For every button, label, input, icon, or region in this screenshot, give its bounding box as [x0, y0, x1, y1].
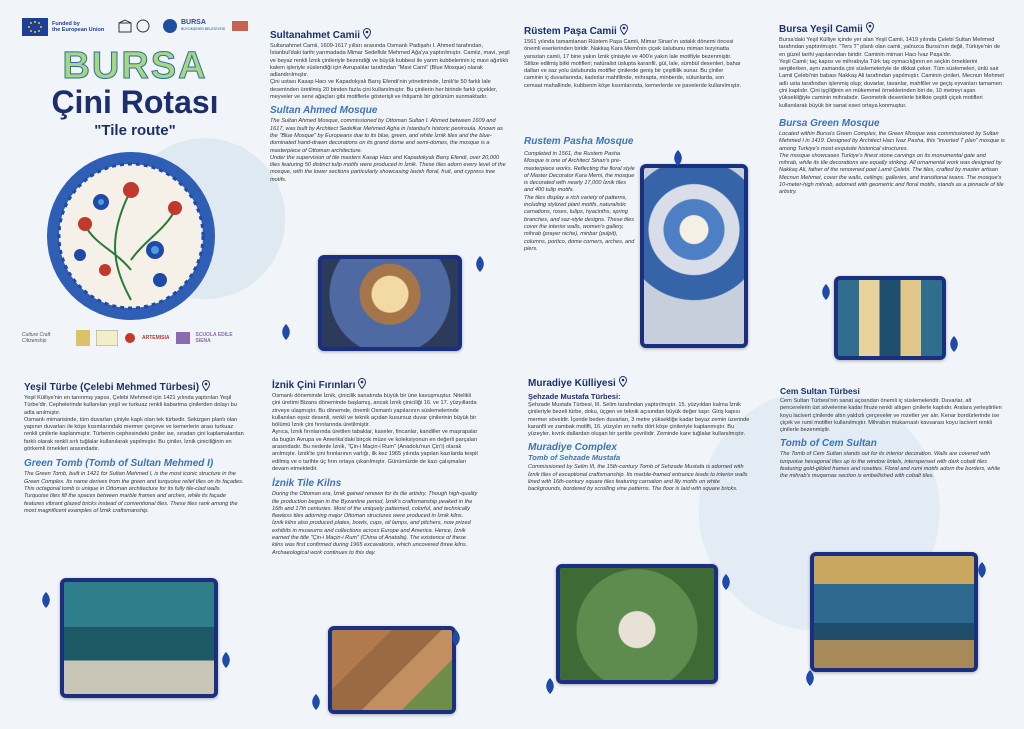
sultanahmet-text-en2: Under the supervision of tile masters Kasap Hacı and Kapadokyalı Barış Efendi, over 20,000 tiles featuring 50 distinct tulip motifs were produced in İznik. These tiles adorn every level of the mosque, with the lower sections particularly showcasing lavish floral, fruit, and cypress tree motifs.	[270, 154, 506, 183]
cem-title-tr: Cem Sultan Türbesi	[780, 386, 860, 396]
sultanahmet-photo	[318, 255, 462, 351]
tulip-ornament-icon	[446, 628, 466, 648]
culture-logo-icon	[231, 19, 249, 33]
tulip-ornament-icon	[36, 590, 56, 610]
tulip-ornament-icon	[306, 692, 326, 712]
yesil-cami-text-tr2: Yeşil Camii; taç kapısı ve mihrabıyla Türk taş oymacılığının en seçkin örneklerini sergilerken, aynı zamanda çini süslemeleriyle de dikkat çeker. Tüm süslemeleri, ünlü sair Lamii Çelebi'nin babası Nakkaş Ali tarafından yapılmıştır. Caminin çinileri, Mecnun Mehmet adlı usta tarafından işlenmiş olup; duvarlar, tavanlar, mahfiller ve geçiş eyvanları tamamen çini kaplıdır. Çini işçiliğinin en mükemmel örneklerinden biri de, 10 metreyi aşan yüksekliğiyle caminin mihrabıdır. Geometrik desenlerle birlikte çeşitli çiçek motifleri kullanılarak büyük bir sanat eseri ortaya konmuştur.	[779, 58, 1004, 109]
yesil-cami-photo	[834, 276, 946, 360]
tulip-ornament-icon	[276, 322, 296, 342]
yesil-cami-title-tr: Bursa Yeşil Camii	[779, 22, 1005, 35]
sultanahmet-text-tr2: Çini ustası Kasap Hacı ve Kapadokyalı Barış Efendi'nin yönetiminde, İznik'te 50 farklı lale deseninden üretilmiş 20 binden fazla çini kullanılmıştır. Bu çinilerin her birinde farklı çiçekler, meyveler ve servi ağaçları gibi motiflerle gösterişli ve ihtişamlı bir görünüm sunmaktadır.	[270, 79, 498, 101]
iznik-section	[272, 378, 478, 557]
yesil-cami-title-en: Bursa Green Mosque	[779, 117, 880, 129]
tulip-ornament-icon	[540, 676, 560, 696]
yesil-turbe-title-tr: Yeşil Türbe (Çelebi Mehmed Türbesi)	[24, 380, 246, 393]
yesil-cami-section	[779, 22, 1005, 197]
muradiye-photo	[556, 564, 718, 684]
yesil-turbe-section	[24, 380, 246, 515]
eu-logo	[22, 18, 104, 36]
muradiye-sub-en: Tomb of Sehzade Mustafa	[528, 453, 621, 463]
iznik-text-tr: Osmanlı döneminde İznik, çinicilik sanatında büyük bir üne kavuşmuştur. Nitelikli çini üretimi Bizans döneminde başlamış, ancak İznik çiniciliği 16. ve 17. yüzyıllarda zirveye ulaşmıştır. Bu dönemde, önemli Osmanlı yapılarının süslemelerinde kullanılan eşsiz desenli, renkli ve teknik açıdan kusursuz duvar çinilerinin büyük bir bölümü İznik çini fırınlarında üretilmiştir.	[272, 393, 477, 429]
yesil-cami-text-en: Located within Bursa's Green Complex, the Green Mosque was commissioned by Sultan Mehmed I in 1419. Designed by Architect Hacı İvaz Pasha, this "inverted T plan" mosque is among Turkiye's most exquisite historical structures.	[779, 130, 1005, 152]
cem-title-en: Tomb of Cem Sultan	[780, 438, 877, 450]
sultanahmet-title-tr: Sultanahmet Camii	[270, 28, 510, 41]
partner-logos-top	[118, 18, 249, 34]
muradiye-title-tr: Muradiye Külliyesi	[528, 376, 750, 389]
bursa-logo-text: BURSA	[181, 19, 206, 26]
eu-line1: Funded by	[52, 20, 80, 27]
eu-flag-icon	[22, 18, 48, 36]
partner-artemisia: ARTEMISIA	[142, 335, 170, 341]
tile-plate-image	[45, 150, 217, 322]
partner-scuola: SCUOLA EDILE SIENA	[195, 332, 233, 344]
tulip-ornament-icon	[944, 334, 964, 354]
ccc-logo-icon	[76, 330, 90, 346]
location-pin-icon	[202, 380, 210, 391]
title-block	[30, 45, 240, 139]
cem-section	[780, 386, 1002, 481]
yesil-turbe-title-en: Green Tomb (Tomb of Sultan Mehmed I)	[24, 458, 214, 470]
location-pin-icon	[620, 24, 628, 35]
rustem-section	[524, 24, 744, 90]
scuola-icon	[176, 332, 190, 344]
iznik-photo	[328, 626, 456, 714]
muradiye-sub-tr: Şehzade Mustafa Türbesi:	[528, 392, 621, 401]
rustem-text-en2: The tiles display a rich variety of patterns, including stylized plant motifs, naturalistic carnations, roses, tulips, hyacinths, spring branches, and saz-style designs. These tiles cover the interior walls, women's gallery, mihrab (prayer niche), minbar (pulpit), columns, portico, dome corners, arches, and piers.	[524, 194, 635, 252]
rustem-photo	[640, 164, 748, 348]
iznik-title-tr: İznik Çini Fırınları	[272, 378, 478, 391]
cem-text-en: The Tomb of Cem Sultan stands out for its interior decoration. Walls are covered with turquoise hexagonal tiles up to the window lintels, interspersed with dark cobalt tiles featuring gold-gilded frames and rosettes. Floral and rumi motifs adorn the borders, while the mihrab's muqarnas section is embellished with cobalt tiles.	[780, 451, 1001, 480]
artemisia-icon	[124, 332, 136, 344]
yesil-turbe-photo	[60, 578, 218, 698]
muradiye-section	[528, 376, 750, 494]
yesil-turbe-text-en: The Green Tomb, built in 1421 for Sultan Mehmed I, is the most iconic structure in the Green Complex. Its name derives from the green and turquoise relief tiles on its façades.	[24, 471, 244, 485]
cem-photo	[810, 552, 978, 672]
iznik-text-tr2: Ayrıca, İznik fırınlarında üretilen tabaklar, kaseler, fincanlar, kandiller ve maşrapalar da bugün Avrupa ve Amerika'daki birçok müze ve koleksiyonun en değerli parçaları arasındadır. Bu nedenle İznik, "Çin-i Maçin-i Rum" (Anadolu'nun Çin'i) olarak anılmıştır. İznik'te çini fırınlarının varlığı, ilk kez 1965 yılında yapılan kazılarda tespit edilmiş ve o tarihte üç fırın ortaya çıkarılmıştır. Günümüzde de kazı çalışmaları devam etmektedir.	[272, 429, 478, 472]
iznik-text-en2: İznik kilns also produced plates, bowls, cups, oil lamps, and pitchers, now prized exhibits in museums and collections across Europe and America. Hence, İznik earned the title "Çin-i Maçin-i Rum" (China of Anatolia). The existence of these kilns was first confirmed during 1965 excavations, which uncovered three kilns. Archaeological work continues to this day.	[272, 520, 471, 556]
muradiye-title-en: Muradiye Complex	[528, 442, 617, 454]
tulip-ornament-icon	[470, 254, 490, 274]
partner-logos-bottom	[22, 330, 242, 346]
location-pin-icon	[358, 378, 366, 389]
tulip-ornament-icon	[816, 282, 836, 302]
unesco-icon	[118, 19, 132, 33]
yesil-cami-text-tr: Bursa'daki Yeşil Külliye içinde yer alan Yeşil Camii, 1419 yılında Çelebi Sultan Mehmed tarafından yaptırılmıştır. "Ters T" planlı olan camii, yalnızca Bursa'nın değil, Türkiye'nin de en güzel tarihi yapılarından biridir. Caminin mimarı Hacı İvaz Paşa'dır.	[779, 37, 1001, 58]
tulip-ornament-icon	[972, 560, 992, 580]
iznik-text-en: During the Ottoman era, İznik gained renown for its tile artistry. Though high-quality tile production began in the Byzantine period, İznik's craftsmanship peaked in the 16th and 17th centuries. Most of the uniquely patterned, colorful, and technically flawless tiles adorning major Ottoman structures were produced in İznik kilns.	[272, 491, 478, 520]
location-pin-icon	[363, 28, 371, 39]
muradiye-text-en: Commissioned by Selim III, the 15th-century Tomb of Sehzade Mustafa is adorned with İznik tiles of exceptional craftsmanship. Its marble-framed entrance leads to interior walls lined with 16th-century square tiles featuring carnation and lily motifs on white backgrounds, bordered by scrolling vine patterns. The floor is laid with square bricks.	[528, 464, 748, 493]
rustem-title-tr: Rüstem Paşa Camii	[524, 24, 744, 37]
yesil-turbe-text-tr2: Osmanlı mimarisinde, tüm duvarları çiniyle kaplı olan tek türbedir. Sekizgen planlı olan yapının duvarları ile köşe kısımlarındaki mermer çerçeve ve kemerlerin arası turkuaz renkli çinilerle kaplanmıştır. Türbenin cephesindeki çiniler ise, sıradan çini kaplamalardan farklı olarak renkli sırlı tuğlalar kullanılarak yapılmıştır. Bu çiniler, İznik çiniciliğinin en görkemli örnekleri arasındadır.	[24, 416, 244, 453]
muradiye-text-tr: Şehzade Mustafa Türbesi, III. Selim tarafından yaptırılmıştır. 15. yüzyıldan kalma İznik çinileriyle bezeli türbe, doku, üçgen ve teknik açısından büyük değer taşır. Giriş kapısı mermer söveldir. İçeride beden duvarları, 3 metre yüksekliğe kadar beyaz zemin üzerinde karanfil ve zambak motifli, 16. yüzyılın en nefis dört köşe çinileriyle kaplanmıştır. Bu yüzeyler, kıvrık dallardan oluşan bir şeritle çevrilidir. Zeminde kare tuğlalar kullanılmıştır.	[528, 402, 750, 438]
yesil-turbe-text-tr: Yeşil Külliye'nin en tanınmış yapısı, Çelebi Mehmed için 1421 yılında yaptırılan Yeşil Türbe'dir. Cephelerinde kullanılan yeşil ve turkuaz renkli kabartma çinilerden dolayı bu adla anılmıştır.	[24, 395, 237, 416]
bursa-logo-sub: BÜYÜKŞEHİR BELEDİYESİ	[181, 27, 226, 31]
tulip-ornament-icon	[800, 668, 820, 688]
partner-ccc: Culture Craft Citizenship	[22, 332, 51, 344]
iznik-title-en: İznik Tile Kilns	[272, 478, 342, 490]
yesil-turbe-text-en2: This octagonal tomb is unique in Ottoman architecture for its fully tile-clad walls. Turquoise tiles fill the spaces between marble frames and arches, while its façade features vibrant glazed bricks instead of conventional tiles. These tiles rank among the most magnificent examples of İznik craftsmanship.	[24, 485, 238, 514]
rustem-text-tr2: Stilize edilmiş bitki motifleri; natüralist üslupta karanfil, gül, lale, sümbül desenleri, bahar dalları ve saz yolu üslubunda motifler çinilerde geniş bir çeşitlilik sunar. Bu çiniler caminin iç duvarlarında, kadınlar mahfilinde, mihrapta, minberde, sütunlarda, son cemaat mahallinde, kubbenin köşe kısımlarında, kemerlerde ve pavelerde kullanılmıştır.	[524, 60, 742, 89]
sultanahmet-text-tr: Sultanahmet Camii, 1609-1617 yılları arasında Osmanlı Padişahı I. Ahmed tarafından, İstanbul'daki tarihi yarımadada Mimar Sedefkâr Mehmed Ağa'ya yaptırılmıştır. Camiiz, mavi, yeşil ve beyaz renkli İznik çinileriyle bezendiği ve büyük kubbesi ile yarım kubbelerinin iç mavi ağırlıklı kalem işleriyle süslendiği için Avrupalılar tarafından "Mavi Cami" (Blue Mosque) olarak adlandırılmıştır.	[270, 43, 510, 79]
rustem-title-en: Rustem Pasha Mosque	[524, 136, 634, 147]
rustem-text-en: Completed in 1561, the Rustem Pasha Mosque is one of Architect Sinan's pre-masterpiece works. Reflecting the floral style of Master Decorator Kara Memi, the mosque is decorated with nearly 17,000 İznik tiles and 400 tulip motifs.	[524, 151, 635, 194]
title-cini-rotasi: Çini Rotası	[51, 84, 219, 120]
tulip-ornament-icon	[716, 572, 736, 592]
yesil-cami-text-en2: The mosque showcases Turkiye's finest stone carvings on its monumental gate and mihrab, while its tile decorations are equally striking. All ornamental work was designed by Nakkaş Ali, father of the renowned poet Lamii Çelebi. The tiles, crafted by master artisan Mecnun Mehmet, cover the walls, ceilings, galleries, and transitional iwans. The mosque's 10-meter-high mihrab, adorned with geometric and floral motifs, stands as a pinnacle of tile artistry.	[779, 152, 1004, 196]
eu-line2: the European Union	[52, 27, 105, 33]
sultanahmet-section	[270, 28, 510, 184]
cem-text-tr: Cem Sultan Türbesi'nin sanat açısından önemli iç süslemeleridir. Duvarlar, alt pencerelerin üst sövelerine kadar firuze renkli altıgen çinilerle kaplıdır. Aralara yerleştirilen koyu lacivert çinilerde altın yaldızlı çerçeveler ve rozetler yer alır. Kenar bordürlerinde ise çiçek ve rumi motifler kullanılmıştır. Mihrabın mukarnaslı kavsarası koyu lacivert renkli çinilerle bezenmiştir.	[780, 398, 1002, 434]
emblem-icon	[136, 19, 150, 33]
title-subtitle: "Tile route"	[94, 122, 176, 139]
bursa-emblem-icon	[162, 18, 178, 34]
tulip-ornament-icon	[216, 650, 236, 670]
rustem-text-tr: 1561 yılında tamamlanan Rüstem Paşa Camii, Mimar Sinan'ın ustalık dönemi öncesi önemli eserlerinden biridir. Nakkaş Kara Memi'nin çiçek üslubunu miman tezyinatta yansıtan camii, 17 bine yakın İznik çinisiyle ve 400'e yakın lale motifiyle bezenmiştir.	[524, 39, 734, 60]
partner-logo-icon	[96, 330, 118, 346]
location-pin-icon	[866, 22, 874, 33]
rustem-en-section	[524, 136, 636, 253]
location-pin-icon	[619, 376, 627, 387]
sultanahmet-title-en: Sultan Ahmed Mosque	[270, 105, 378, 117]
sultanahmet-text-en: The Sultan Ahmed Mosque, commissioned by Ottoman Sultan I. Ahmed between 1609 and 1617, was built by Architect Sedefkar Mehmed Agha in Istanbul's historic peninsula. Known as the "Blue Mosque" by Europeans due to its blue, green, and white İznik tiles and the blue-dominated hand-drawn decorations on its grand dome and semi-domes, the mosque is a masterpiece of Ottoman architecture.	[270, 118, 503, 154]
tulip-ornament-icon	[668, 148, 688, 168]
title-bursa: BURSA	[62, 45, 208, 87]
